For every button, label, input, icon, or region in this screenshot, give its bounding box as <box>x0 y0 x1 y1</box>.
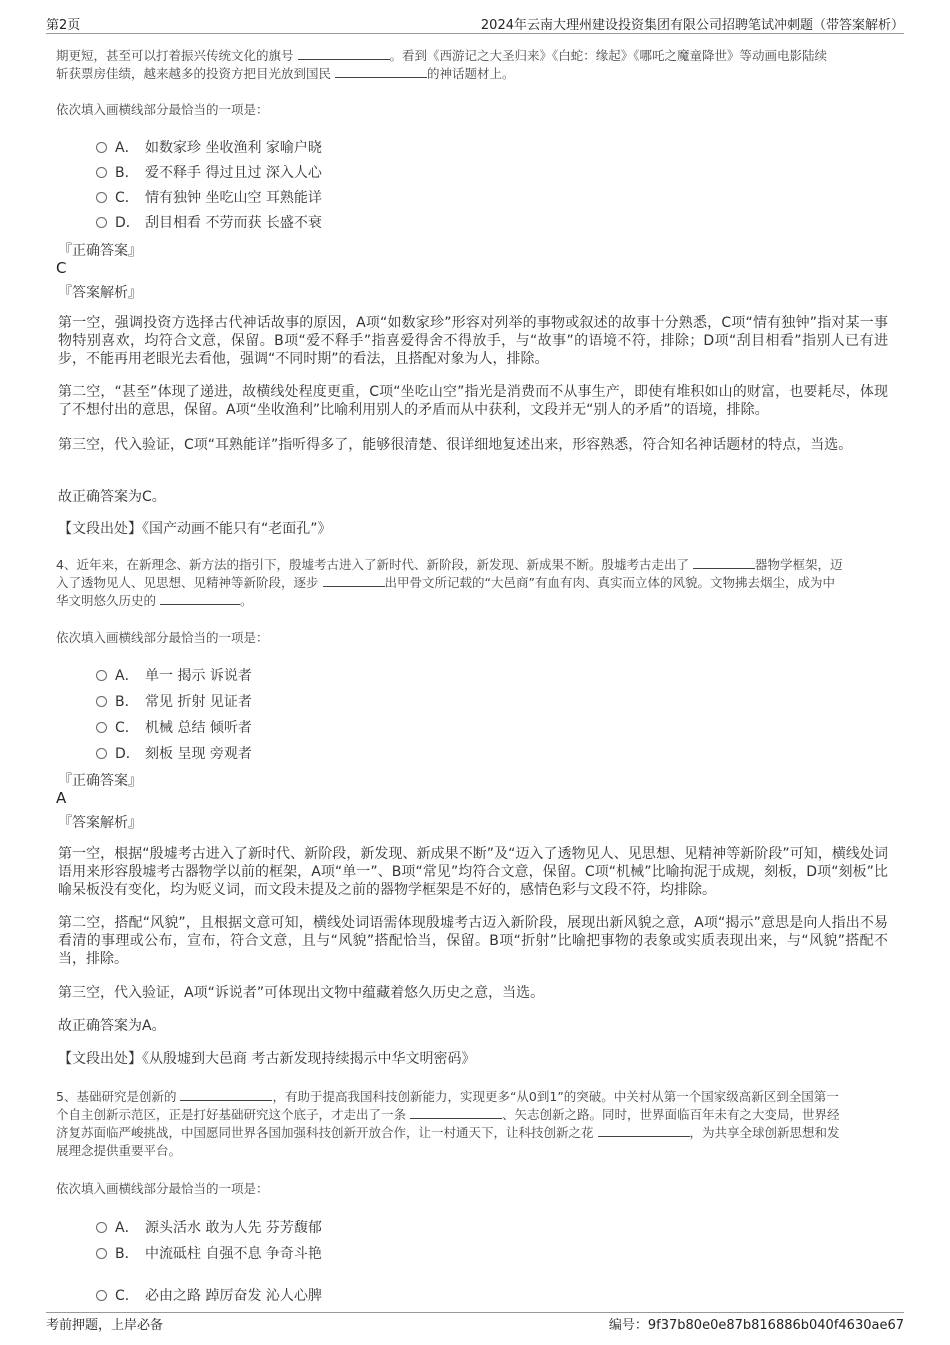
question-4-prompt: 依次填入画横线部分最恰当的一项是： <box>56 630 269 645</box>
blank-1 <box>298 47 390 60</box>
blank-3 <box>598 1124 690 1137</box>
document-title: 2024年云南大理州建设投资集团有限公司招聘笔试冲刺题（带答案解析） <box>480 18 904 33</box>
radio-icon[interactable] <box>96 1222 107 1233</box>
page-header <box>46 14 904 34</box>
radio-icon[interactable] <box>96 192 107 203</box>
q4-option-a[interactable]: A． 单一 揭示 诉说者 <box>96 665 252 685</box>
q3-correct-label: 『正确答案』 <box>58 243 142 259</box>
radio-icon[interactable] <box>96 167 107 178</box>
q3-explanation-2: 第二空，“甚至”体现了递进，故横线处程度更重，C项“坐吃山空”指光是消费而不从事生产，即使有堆积如山的财富，也要耗尽，体现了不想付出的意思，保留。A项“坐收渔利”比喻利用别人的矛盾而从中获利，文段并无“别人的矛盾”的语境，排除。 <box>58 384 888 418</box>
radio-icon[interactable] <box>96 142 107 153</box>
q3-explanation-3: 第三空，代入验证，C项“耳熟能详”指听得多了，能够很清楚、很详细地复述出来，形容熟悉，符合知名神话题材的特点，当选。 <box>58 437 853 453</box>
q3-option-c[interactable]: C． 情有独钟 坐吃山空 耳熟能详 <box>96 187 322 207</box>
question-4-stem: 4、近年来，在新理念、新方法的指引下，殷墟考古进入了新时代、新阶段，新发现、新成果不断。殷墟考古走出了 器物学框架，迈 入了透物见人、见思想、见精神等新阶段，逐步 出甲骨文所记载的“大邑商”有血有肉、真实而立体的风貌。文物拂去烟尘，成为中 华文明悠久历史的 。 <box>56 557 843 608</box>
q5-option-c[interactable]: C． 必由之路 踔厉奋发 沁人心脾 <box>96 1285 322 1305</box>
question-5-stem: 5、基础研究是创新的 ，有助于提高我国科技创新能力，实现更多“从0到1”的突破。中关村从第一个国家级高新区到全国第一 个自主创新示范区，正是打好基础研究这个底子，才走出了一条 、矢志创新之路。同时，世界面临百年未有之大变局，世界经 济复苏面临严峻挑战，中国愿同世界各国加强科技创新开放合作，让一村通天下，让科技创新之花 ，为共享全球创新思想和发 展理念提供重要平台。 <box>56 1089 840 1158</box>
header-divider <box>46 33 904 34</box>
blank-3 <box>160 592 240 605</box>
question-3-stem: 期更短，甚至可以打着振兴传统文化的旗号 。看到《西游记之大圣归来》《白蛇：缘起》《哪吒之魔童降世》等动画电影陆续 斩获票房佳绩，越来越多的投资方把目光放到国民 的神话题材上。 <box>56 48 828 81</box>
q4-explanation-2: 第二空，搭配“风貌”，且根据文意可知，横线处词语需体现殷墟考古迈入新阶段，展现出新风貌之意，A项“揭示”意思是向人指出不易看清的事理或公布，宣布，符合文意，且与“风貌”搭配恰当，保留。B项“折射”比喻把事物的表象或实质表现出来，与“风貌”搭配不当，排除。 <box>58 915 888 967</box>
q4-conclusion: 故正确答案为A。 <box>58 1018 166 1034</box>
q3-source: 【文段出处】《国产动画不能只有“老面孔”》 <box>58 521 332 537</box>
q3-conclusion: 故正确答案为C。 <box>58 489 166 505</box>
q3-correct-answer: C <box>56 259 67 277</box>
radio-icon[interactable] <box>96 1290 107 1301</box>
radio-icon[interactable] <box>96 722 107 733</box>
q3-option-a[interactable]: A． 如数家珍 坐收渔利 家喻户晓 <box>96 137 322 157</box>
page-number: 第2页 <box>46 18 81 33</box>
radio-icon[interactable] <box>96 1248 107 1259</box>
footer-divider <box>46 1312 904 1313</box>
radio-icon[interactable] <box>96 748 107 759</box>
q4-option-d[interactable]: D． 刻板 呈现 旁观者 <box>96 743 252 763</box>
radio-icon[interactable] <box>96 217 107 228</box>
radio-icon[interactable] <box>96 670 107 681</box>
question-5-prompt: 依次填入画横线部分最恰当的一项是： <box>56 1181 269 1196</box>
q5-option-a[interactable]: A． 源头活水 敢为人先 芬芳馥郁 <box>96 1217 322 1237</box>
blank-1 <box>693 556 755 569</box>
q4-correct-label: 『正确答案』 <box>58 773 142 789</box>
q4-option-b[interactable]: B． 常见 折射 见证者 <box>96 691 252 711</box>
blank-1 <box>180 1088 272 1101</box>
blank-3 <box>335 65 427 78</box>
q4-option-c[interactable]: C． 机械 总结 倾听者 <box>96 717 252 737</box>
question-3-prompt: 依次填入画横线部分最恰当的一项是： <box>56 102 269 117</box>
q4-explanation-3: 第三空，代入验证，A项“诉说者”可体现出文物中蕴藏着悠久历史之意，当选。 <box>58 985 545 1001</box>
q4-source: 【文段出处】《从殷墟到大邑商 考古新发现持续揭示中华文明密码》 <box>58 1051 476 1067</box>
q3-option-d[interactable]: D． 刮目相看 不劳而获 长盛不衰 <box>96 212 322 232</box>
q4-analysis-label: 『答案解析』 <box>58 815 142 831</box>
q5-option-b[interactable]: B． 中流砥柱 自强不息 争奇斗艳 <box>96 1243 322 1263</box>
blank-2 <box>323 574 385 587</box>
q3-explanation-1: 第一空，强调投资方选择古代神话故事的原因，A项“如数家珍”形容对列举的事物或叙述的故事十分熟悉，C项“情有独钟”指对某一事物特别喜欢，均符合文意，保留。B项“爱不释手”指喜爱得舍不得放手，与“故事”的语境不符，排除；D项“刮目相看”指别人已有进步，不能再用老眼光去看他，强调“不同时期”的看法，且搭配对象为人，排除。 <box>58 315 888 367</box>
q3-analysis-label: 『答案解析』 <box>58 285 142 301</box>
blank-2 <box>410 1106 502 1119</box>
q4-explanation-1: 第一空，根据“殷墟考古进入了新时代、新阶段，新发现、新成果不断”及“迈入了透物见人、见思想、见精神等新阶段”可知，横线处词语用来形容殷墟考古器物学以前的框架，A项“单一”、B项“常见”均符合文意，保留。C项“机械”比喻拘泥于成规，刻板，D项“刻板”比喻呆板没有变化，均为贬义词，而文段未提及之前的器物学框架是不好的，感情色彩与文段不符，均排除。 <box>58 846 888 898</box>
q3-option-b[interactable]: B． 爱不释手 得过且过 深入人心 <box>96 162 322 182</box>
footer-slogan: 考前押题，上岸必备 <box>46 1318 164 1333</box>
q4-correct-answer: A <box>56 789 67 807</box>
radio-icon[interactable] <box>96 696 107 707</box>
document-id: 编号：9f37b80e0e87b816886b040f4630ae67 <box>608 1318 904 1333</box>
